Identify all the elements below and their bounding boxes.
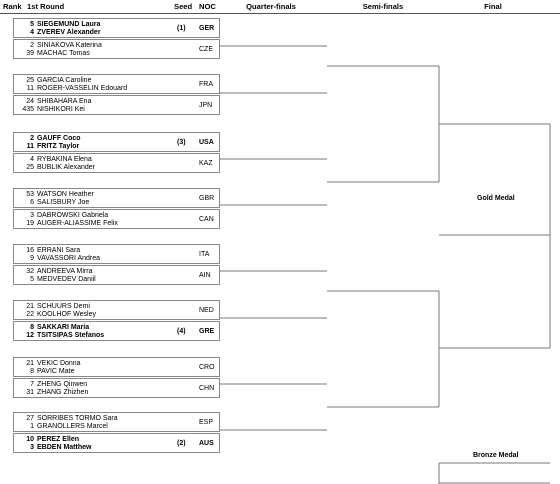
match [13,244,220,285]
player-line [14,219,164,228]
player-rank: 12 [26,332,34,339]
player-rank: 9 [30,255,34,262]
player-name: GRANOLLERS Marcel [37,423,108,430]
quarterfinals-header: Quarter-finals [246,2,296,11]
player-rank: 53 [26,191,34,198]
team-entry [13,244,220,264]
player-name: VAVASSORI Andrea [37,255,101,262]
match [13,74,220,115]
player-rank: 10 [26,436,34,443]
team-entry [13,132,220,152]
gold-medal-label: Gold Medal [477,195,515,202]
final-header: Final [484,2,502,11]
noc-code: GER [199,25,215,32]
player-rank: 22 [26,311,34,318]
player-line [14,28,164,37]
player-name: ERRANI Sara [37,247,81,254]
player-name: ZVEREV Alexander [37,29,101,36]
player-rank: 4 [30,29,34,36]
player-name: MACHAC Tomas [37,50,90,57]
player-rank: 24 [26,98,34,105]
player-rank: 11 [26,143,34,150]
player-name: DABROWSKI Gabriela [37,212,109,219]
team-entry [13,357,220,377]
noc-code: AUS [199,440,214,447]
team-entry [13,433,220,453]
player-rank: 5 [30,276,34,283]
team-entry [13,188,220,208]
team-entry [13,321,220,341]
noc-code: CRO [199,364,215,371]
seed-header: Seed [174,2,193,11]
noc-code: GRE [199,328,215,335]
seed-label: (2) [177,440,186,447]
semifinals-header: Semi-finals [362,2,404,11]
player-rank: 11 [26,85,34,92]
noc-code: AIN [199,272,211,279]
player-name: FRITZ Taylor [37,143,80,150]
team-entry [13,18,220,38]
player-name: PEREZ Ellen [37,436,80,443]
team-entry [13,39,220,59]
player-rank: 6 [30,199,34,206]
noc-code: ITA [199,251,210,258]
player-name: SALISBURY Joe [37,199,90,206]
player-rank: 7 [30,381,34,388]
noc-code: USA [199,139,214,146]
noc-code: CHN [199,385,215,392]
player-rank: 3 [30,444,34,451]
player-name: SCHUURS Demi [37,303,90,310]
match [13,188,220,229]
player-rank: 21 [26,360,34,367]
seed-label: (1) [177,25,186,32]
match [13,132,220,173]
team-entry [13,153,220,173]
player-line [14,443,164,452]
team-entry [13,300,220,320]
seed-label: (4) [177,328,186,335]
player-rank: 16 [26,247,34,254]
noc-code: ESP [199,419,214,426]
player-line [14,331,164,340]
noc-code: KAZ [199,160,213,167]
player-rank: 32 [26,268,34,275]
match [13,18,220,59]
first-round-header: 1st Round [27,2,65,11]
player-name: SAKKARI Maria [37,324,90,331]
match [13,357,220,398]
player-line [14,388,164,397]
seed-label: (3) [177,139,186,146]
player-name: WATSON Heather [37,191,94,198]
player-name: BUBLIK Alexander [37,164,95,171]
player-line [14,254,164,263]
player-name: KOOLHOF Wesley [37,311,96,318]
player-rank: 25 [26,77,34,84]
player-rank: 8 [30,324,34,331]
player-name: AUGER-ALIASSIME Felix [37,220,118,227]
player-line [14,310,164,319]
player-name: NISHIKORI Kei [37,106,85,113]
player-name: ANDREEVA Mirra [37,268,93,275]
player-rank: 435 [22,106,34,113]
noc-code: FRA [199,81,213,88]
player-name: RYBAKINA Elena [37,156,92,163]
player-name: SHIBAHARA Ena [37,98,92,105]
player-name: SINIAKOVA Katerina [37,42,102,49]
player-name: EBDEN Matthew [37,444,92,451]
player-rank: 31 [26,389,34,396]
player-line [14,105,164,114]
player-line [14,275,164,284]
player-line [14,142,164,151]
player-rank: 2 [30,135,34,142]
rank-header: Rank [3,2,22,11]
noc-code: GBR [199,195,215,202]
noc-code: JPN [199,102,213,109]
player-rank: 5 [30,21,34,28]
team-entry [13,412,220,432]
player-rank: 25 [26,164,34,171]
player-name: SORRIBES TORMO Sara [37,415,118,422]
player-line [14,198,164,207]
match [13,412,220,453]
player-rank: 21 [26,303,34,310]
player-line [14,163,164,172]
player-name: SIEGEMUND Laura [37,21,101,28]
player-rank: 3 [30,212,34,219]
player-name: ROGER-VASSELIN Edouard [37,85,128,92]
match [13,300,220,341]
noc-code: NED [199,307,214,314]
player-name: GAUFF Coco [37,135,81,142]
bronze-medal-label: Bronze Medal [473,452,519,459]
player-name: ZHENG Qinwen [37,381,88,388]
noc-header: NOC [199,2,216,11]
player-name: VEKIC Donna [37,360,81,367]
player-rank: 2 [30,42,34,49]
team-entry [13,95,220,115]
player-name: ZHANG Zhizhen [37,389,89,396]
player-rank: 19 [26,220,34,227]
team-entry [13,209,220,229]
team-entry [13,265,220,285]
player-rank: 8 [30,368,34,375]
noc-code: CZE [199,46,213,53]
team-entry [13,378,220,398]
player-name: TSITSIPAS Stefanos [37,332,105,339]
noc-code: CAN [199,216,214,223]
player-line [14,367,164,376]
player-rank: 4 [30,156,34,163]
player-name: GARCIA Caroline [37,77,92,84]
team-entry [13,74,220,94]
player-rank: 1 [30,423,34,430]
player-name: PAVIC Mate [37,368,75,375]
player-rank: 39 [26,50,34,57]
player-line [14,49,164,58]
player-line [14,422,164,431]
player-name: MEDVEDEV Daniil [37,276,96,283]
player-rank: 27 [26,415,34,422]
player-line [14,84,164,93]
